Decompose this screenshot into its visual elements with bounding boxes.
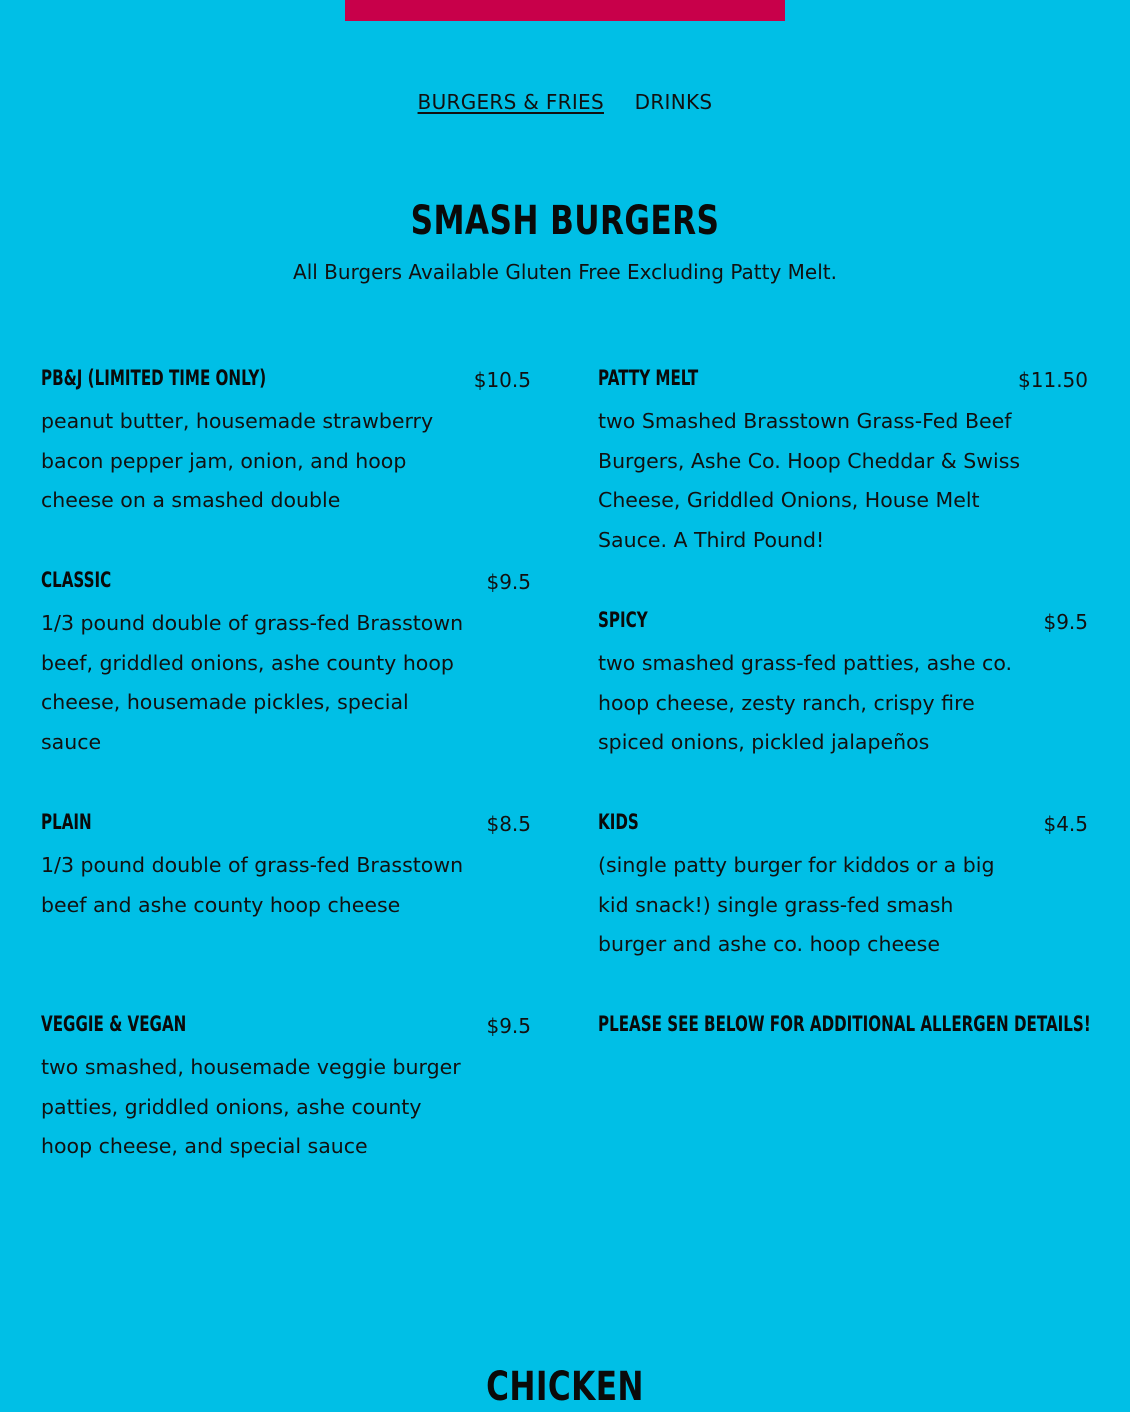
menu-item-price: $11.50: [1018, 368, 1088, 392]
menu-item-description: (single patty burger for kiddos or a big kid snack!) single grass-fed smash burger and ashe co. hoop cheese: [598, 853, 995, 957]
menu-item-name: PLAIN: [41, 810, 92, 834]
menu-item-name: VEGGIE & VEGAN: [41, 1012, 187, 1036]
menu-item-price: $9.5: [1043, 610, 1088, 634]
menu-item-name: CLASSIC: [41, 568, 112, 592]
section-subtitle: All Burgers Available Gluten Free Excluding Patty Melt.: [293, 260, 837, 284]
menu-item-description: two smashed grass-fed patties, ashe co. hoop cheese, zesty ranch, crispy fire spiced onions, pickled jalapeños: [598, 651, 1013, 755]
section-title-chicken: CHICKEN: [486, 1364, 644, 1410]
menu-tabs: [0, 90, 1130, 114]
menu-item-price: $9.5: [486, 1014, 531, 1038]
menu-item-name: PB&J (LIMITED TIME ONLY): [41, 366, 267, 390]
menu-item-price: $10.5: [473, 368, 531, 392]
menu-item-name: SPICY: [598, 608, 648, 632]
menu-item-description: two smashed, housemade veggie burger patties, griddled onions, ashe county hoop cheese, and special sauce: [41, 1055, 461, 1159]
menu-item-description: peanut butter, housemade strawberry bacon pepper jam, onion, and hoop cheese on a smashed double: [41, 409, 434, 513]
menu-item-description: 1/3 pound double of grass-fed Brasstown beef and ashe county hoop cheese: [41, 853, 464, 917]
menu-item-description: 1/3 pound double of grass-fed Brasstown beef, griddled onions, ashe county hoop cheese, housemade pickles, special sauce: [41, 611, 464, 755]
menu-item-description: two Smashed Brasstown Grass-Fed Beef Burgers, Ashe Co. Hoop Cheddar & Swiss Cheese, Griddled Onions, House Melt Sauce. A Third Pound!: [598, 409, 1021, 553]
menu-item-name: PATTY MELT: [598, 366, 699, 390]
header-accent-bar: [345, 0, 785, 21]
menu-item-price: $4.5: [1043, 812, 1088, 836]
tab-drinks[interactable]: DRINKS: [634, 90, 713, 114]
tab-burgers-fries[interactable]: BURGERS & FRIES: [417, 90, 604, 114]
allergen-note: PLEASE SEE BELOW FOR ADDITIONAL ALLERGEN DETAILS!: [598, 1012, 1091, 1036]
menu-item-name: KIDS: [598, 810, 639, 834]
menu-item-price: $9.5: [486, 570, 531, 594]
section-title-smash-burgers: SMASH BURGERS: [410, 198, 720, 244]
menu-item-price: $8.5: [486, 812, 531, 836]
